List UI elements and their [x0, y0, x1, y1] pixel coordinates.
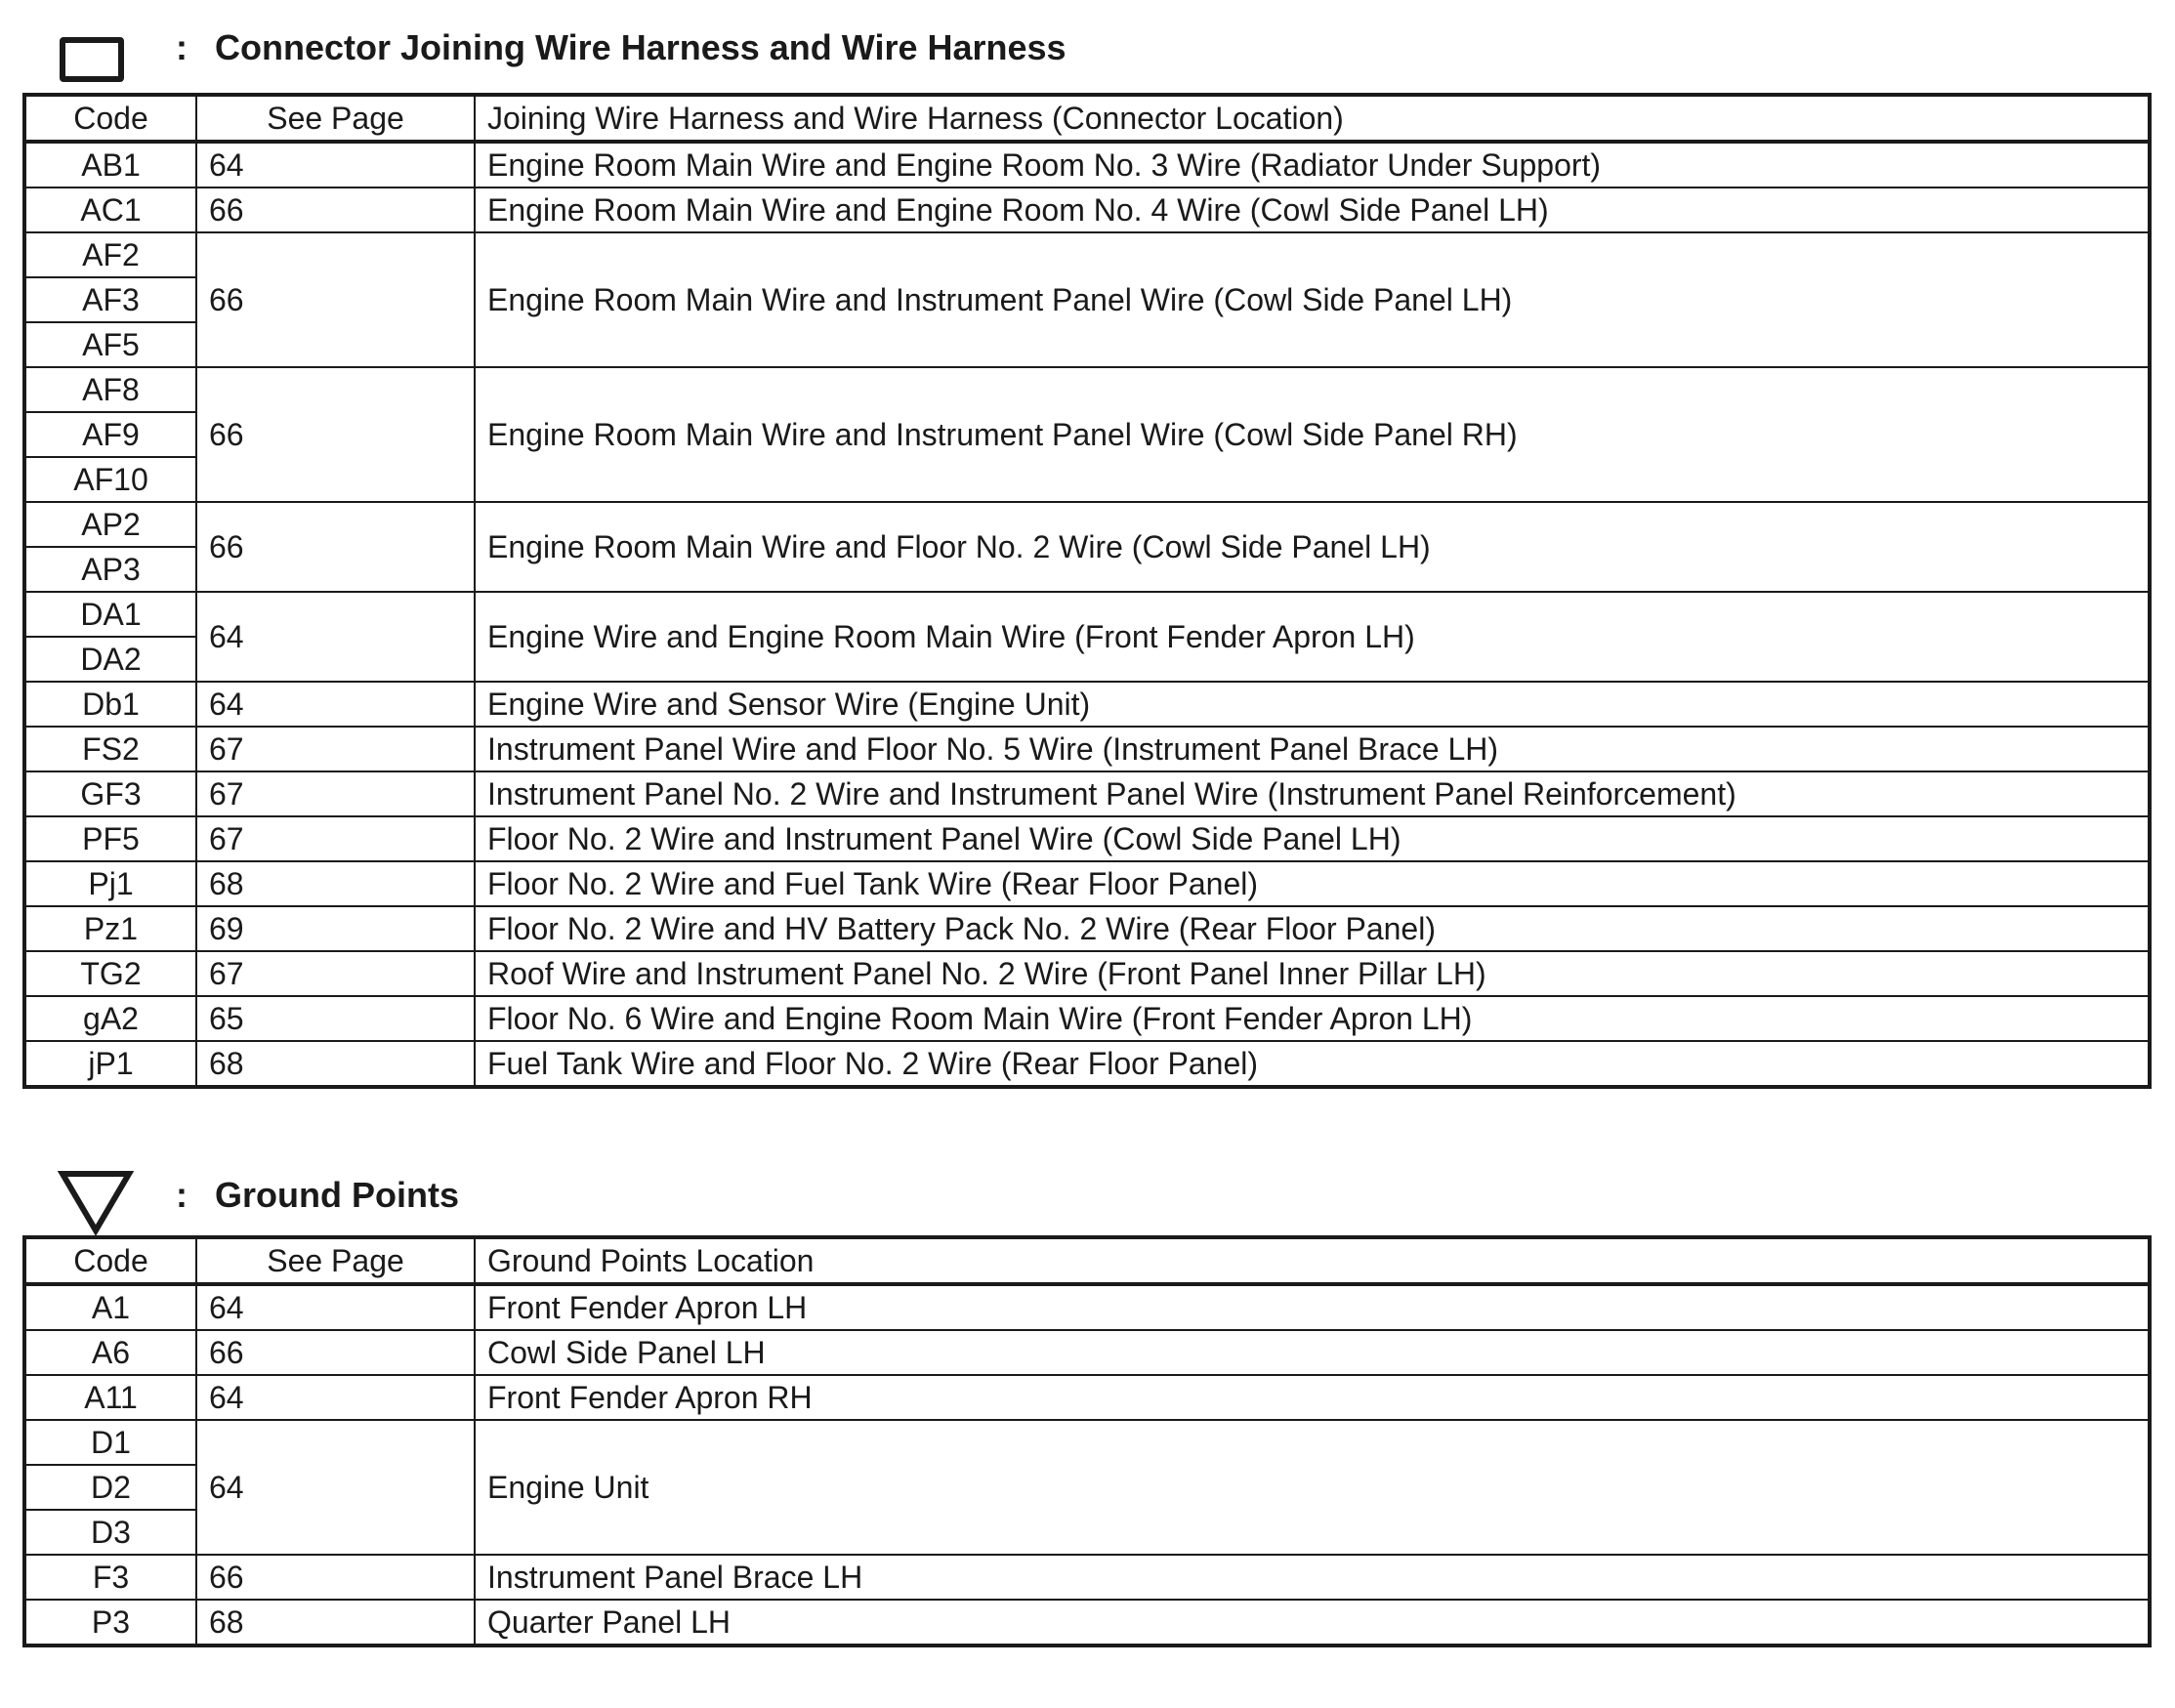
location-cell: Engine Unit: [475, 1420, 2150, 1555]
code-cell: A6: [24, 1330, 196, 1375]
see-page-cell: 67: [196, 951, 475, 996]
location-cell: Engine Room Main Wire and Engine Room No. 4 Wire (Cowl Side Panel LH): [475, 187, 2150, 232]
code-cell: AF8: [24, 367, 196, 412]
code-cell: Db1: [24, 682, 196, 727]
code-cell: AF2: [24, 232, 196, 277]
code-cell: D1: [24, 1420, 196, 1465]
location-cell: Instrument Panel Brace LH: [475, 1555, 2150, 1600]
table-row: [24, 816, 2150, 861]
code-cell: TG2: [24, 951, 196, 996]
see-page-cell: 67: [196, 816, 475, 861]
see-page-cell: 66: [196, 502, 475, 592]
see-page-cell: 68: [196, 1041, 475, 1087]
table-row: [24, 367, 2150, 412]
location-cell: Front Fender Apron LH: [475, 1284, 2150, 1330]
see-page-cell: 67: [196, 771, 475, 816]
see-page-cell: 66: [196, 1330, 475, 1375]
location-cell: Engine Wire and Engine Room Main Wire (Front Fender Apron LH): [475, 592, 2150, 682]
table-row: [24, 142, 2150, 187]
see-page-cell: 64: [196, 1284, 475, 1330]
code-cell: gA2: [24, 996, 196, 1041]
code-cell: D3: [24, 1510, 196, 1555]
see-page-cell: 64: [196, 682, 475, 727]
code-cell: AF9: [24, 412, 196, 457]
table-row: [24, 906, 2150, 951]
table-row: [24, 232, 2150, 277]
see-page-cell: 64: [196, 1375, 475, 1420]
see-page-cell: 64: [196, 592, 475, 682]
code-cell: Pj1: [24, 861, 196, 906]
code-cell: A11: [24, 1375, 196, 1420]
location-cell: Engine Room Main Wire and Instrument Panel Wire (Cowl Side Panel RH): [475, 367, 2150, 502]
header-code: Code: [24, 1237, 196, 1284]
header-code: Code: [24, 95, 196, 142]
header-see-page: See Page: [196, 1237, 475, 1284]
see-page-cell: 69: [196, 906, 475, 951]
section-title: Ground Points: [215, 1175, 459, 1215]
ground-section-header: [0, 1152, 2175, 1230]
section-colon: :: [176, 27, 188, 67]
section-colon: :: [176, 1175, 188, 1215]
location-cell: Cowl Side Panel LH: [475, 1330, 2150, 1375]
location-cell: Engine Room Main Wire and Instrument Panel Wire (Cowl Side Panel LH): [475, 232, 2150, 367]
location-cell: Floor No. 6 Wire and Engine Room Main Wire (Front Fender Apron LH): [475, 996, 2150, 1041]
see-page-cell: 64: [196, 142, 475, 187]
location-cell: Quarter Panel LH: [475, 1600, 2150, 1646]
connector-section-header: [0, 10, 2175, 88]
code-cell: AC1: [24, 187, 196, 232]
code-cell: PF5: [24, 816, 196, 861]
connector-table: [22, 93, 2152, 1089]
location-cell: Engine Room Main Wire and Engine Room No. 3 Wire (Radiator Under Support): [475, 142, 2150, 187]
see-page-cell: 64: [196, 1420, 475, 1555]
see-page-cell: 68: [196, 1600, 475, 1646]
location-cell: Floor No. 2 Wire and Instrument Panel Wire (Cowl Side Panel LH): [475, 816, 2150, 861]
table-row: [24, 996, 2150, 1041]
location-cell: Instrument Panel Wire and Floor No. 5 Wire (Instrument Panel Brace LH): [475, 727, 2150, 771]
see-page-cell: 67: [196, 727, 475, 771]
code-cell: DA2: [24, 637, 196, 682]
code-cell: AF5: [24, 322, 196, 367]
code-cell: jP1: [24, 1041, 196, 1087]
code-cell: FS2: [24, 727, 196, 771]
code-cell: GF3: [24, 771, 196, 816]
location-cell: Instrument Panel No. 2 Wire and Instrument Panel Wire (Instrument Panel Reinforcement): [475, 771, 2150, 816]
code-cell: P3: [24, 1600, 196, 1646]
see-page-cell: 66: [196, 1555, 475, 1600]
table-row: [24, 1420, 2150, 1465]
code-cell: A1: [24, 1284, 196, 1330]
code-cell: AP3: [24, 547, 196, 592]
see-page-cell: 66: [196, 187, 475, 232]
header-description: Joining Wire Harness and Wire Harness (Connector Location): [475, 95, 2150, 142]
see-page-cell: 65: [196, 996, 475, 1041]
table-row: [24, 502, 2150, 547]
header-description: Ground Points Location: [475, 1237, 2150, 1284]
table-row: [24, 727, 2150, 771]
header-see-page: See Page: [196, 95, 475, 142]
code-cell: AF10: [24, 457, 196, 502]
code-cell: AB1: [24, 142, 196, 187]
header-row: [24, 95, 2150, 142]
location-cell: Floor No. 2 Wire and Fuel Tank Wire (Rear Floor Panel): [475, 861, 2150, 906]
table-row: [24, 1041, 2150, 1087]
location-cell: Front Fender Apron RH: [475, 1375, 2150, 1420]
table-row: [24, 187, 2150, 232]
table-row: [24, 1555, 2150, 1600]
code-cell: Pz1: [24, 906, 196, 951]
location-cell: Roof Wire and Instrument Panel No. 2 Wire (Front Panel Inner Pillar LH): [475, 951, 2150, 996]
table-row: [24, 951, 2150, 996]
table-row: [24, 1284, 2150, 1330]
table-row: [24, 1330, 2150, 1375]
see-page-cell: 66: [196, 367, 475, 502]
table-row: [24, 592, 2150, 637]
code-cell: DA1: [24, 592, 196, 637]
table-row: [24, 771, 2150, 816]
code-cell: F3: [24, 1555, 196, 1600]
header-row: [24, 1237, 2150, 1284]
see-page-cell: 66: [196, 232, 475, 367]
location-cell: Fuel Tank Wire and Floor No. 2 Wire (Rear Floor Panel): [475, 1041, 2150, 1087]
table-row: [24, 1600, 2150, 1646]
triangle-symbol-icon: [57, 1168, 135, 1236]
rectangle-symbol-icon: [60, 37, 124, 82]
code-cell: D2: [24, 1465, 196, 1510]
table-row: [24, 861, 2150, 906]
see-page-cell: 68: [196, 861, 475, 906]
location-cell: Floor No. 2 Wire and HV Battery Pack No. 2 Wire (Rear Floor Panel): [475, 906, 2150, 951]
code-cell: AP2: [24, 502, 196, 547]
section-title: Connector Joining Wire Harness and Wire Harness: [215, 27, 1067, 67]
location-cell: Engine Wire and Sensor Wire (Engine Unit): [475, 682, 2150, 727]
location-cell: Engine Room Main Wire and Floor No. 2 Wire (Cowl Side Panel LH): [475, 502, 2150, 592]
code-cell: AF3: [24, 277, 196, 322]
table-row: [24, 1375, 2150, 1420]
ground-table: [22, 1235, 2152, 1647]
table-row: [24, 682, 2150, 727]
